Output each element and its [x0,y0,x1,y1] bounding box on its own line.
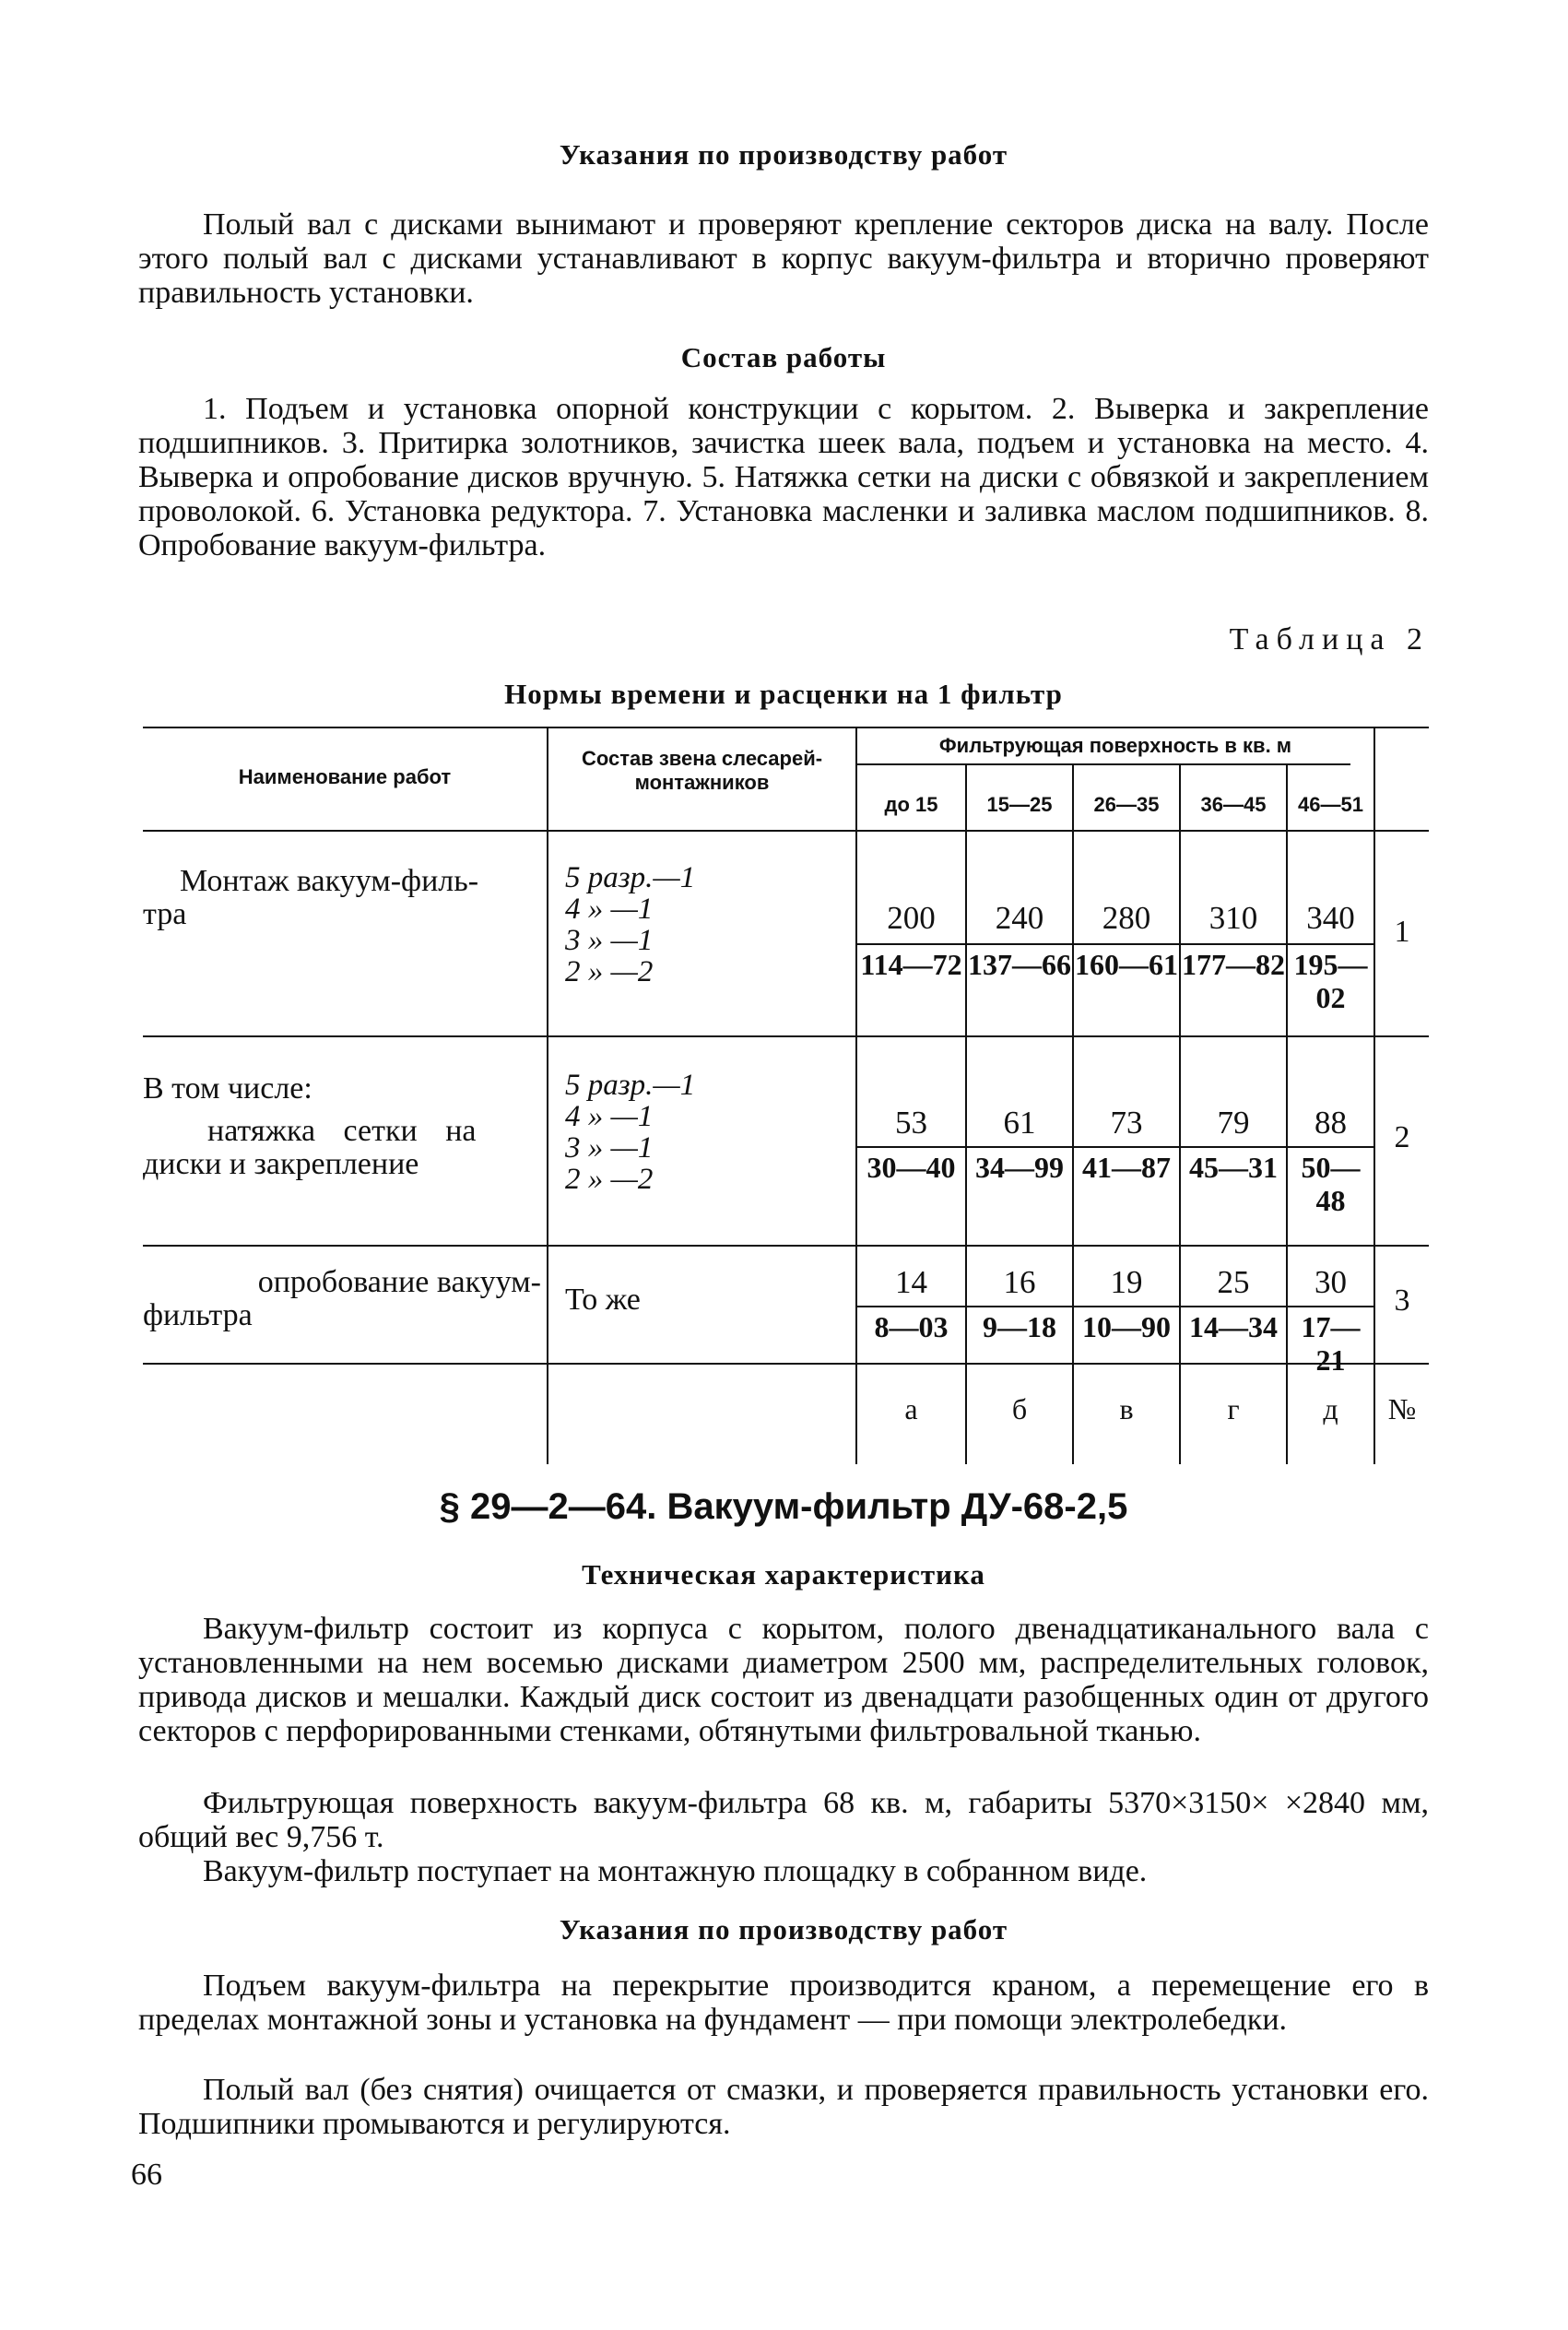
row2-norm-d: 79 [1217,1105,1250,1141]
crew-line: 3 » —1 [565,924,654,957]
crew-line: 5 разр.—1 [565,1069,696,1102]
crew-line: 5 разр.—1 [565,861,696,894]
row3-rate-d: 14—34 [1189,1310,1278,1343]
row3-norm-c: 19 [1110,1264,1143,1300]
range-d: 36—45 [1200,793,1267,816]
row2-fraction-rule [857,1146,1373,1148]
row3-work-line: опробование вакуум- [257,1265,541,1299]
works-heading: Указания по производству работ [559,1913,1008,1946]
row2-rate-b: 34—99 [975,1151,1064,1184]
row2-rate-c: 41—87 [1082,1151,1171,1184]
crew-line: 4 » —1 [565,1100,654,1133]
page-number: 66 [131,2158,162,2192]
crew-line: 3 » —1 [565,1131,654,1165]
row1-norm-e: 340 [1306,900,1355,936]
row2-crew [565,1070,842,1195]
row2-work-line: натяжка сетки на [207,1114,477,1148]
vrule-work [547,727,548,1464]
row3-norm-b: 16 [1003,1264,1036,1300]
row2-work [143,1072,539,1181]
row2-work-line: диски и закрепление [143,1147,419,1181]
row3-norm-a: 14 [895,1264,927,1300]
intro-heading: Указания по производству работ [559,138,1008,171]
tech-paragraph-1: Вакуум-фильтр состоит из корпуса с корытом, полого двенадцатиканального вала с установленными на нем восемью дисками диаметром 2500 мм, распределительных головок, привода дисков и мешалки. Каждый диск состоит из двенадцати разобщенных один от другого секторов с перфорированными стенками, обтянутыми фильтровальной тканью. [138,1612,1429,1748]
header-bottom-rule [143,830,1429,832]
intro-paragraph: Полый вал с дисками вынимают и проверяют крепление секторов диска на валу. После этого полый вал с дисками устанавливают в корпус вакуум-фильтра и вторично проверяют правильность установки. [138,207,1429,310]
row2-number: 2 [1394,1120,1410,1154]
row1-norm-a: 200 [887,900,936,936]
col-letter-b: б [1011,1392,1028,1425]
row1-rate-b: 137—66 [968,948,1071,981]
row2-bottom-rule [143,1245,1429,1247]
table-title: Нормы времени и расценки на 1 фильтр [504,678,1063,710]
row3-norm-e: 30 [1315,1264,1347,1300]
row1-work-line: Монтаж вакуум-филь- [180,864,479,898]
table-label: Таблица 2 [1229,622,1430,656]
row1-rate-d: 177—82 [1182,948,1285,981]
vrule-crew [855,727,857,1464]
range-a: до 15 [884,793,938,816]
row3-work [143,1266,541,1332]
row3-rate-a: 8—03 [874,1310,949,1343]
header-work: Наименование работ [238,765,452,788]
row2-rate-a: 30—40 [867,1151,956,1184]
crew-line: 2 » —2 [565,1163,654,1196]
row1-work-line: тра [143,897,187,931]
row1-fraction-rule [857,943,1373,945]
works-paragraph-1: Подъем вакуум-фильтра на перекрытие производится краном, а перемещение его в пределах монтажной зоны и установка на фундамент — при помощи электролебедки. [138,1969,1429,2037]
row3-rate-c: 10—90 [1082,1310,1171,1343]
row1-work [143,864,544,931]
row1-crew [565,862,842,988]
col-letter-a: а [904,1392,918,1425]
range-b: 15—25 [986,793,1053,816]
row2-norm-c: 73 [1110,1105,1143,1141]
composition-paragraph: 1. Подъем и установка опорной конструкции с корытом. 2. Выверка и закрепление подшипников. 3. Притирка золотников, зачистка шеек вала, подъем и установка на место. 4. Выверка и опробование дисков вручную. 5. Натяжка сетки на диски с обвязкой и закреплением проволокой. 6. Установка редуктора. 7. Установка масленки и заливка маслом подшипников. 8. Опробование вакуум-фильтра. [138,392,1429,562]
row3-norm-d: 25 [1217,1264,1250,1300]
composition-heading: Состав работы [680,341,887,373]
crew-line: 2 » —2 [565,955,654,988]
row2-norm-e: 88 [1315,1105,1347,1141]
crew-line: 4 » —1 [565,893,654,926]
row3-work-line: фильтра [143,1298,253,1332]
row1-norm-b: 240 [995,900,1044,936]
row1-norm-d: 310 [1208,900,1258,936]
col-letter-d: г [1227,1392,1240,1425]
surface-header-rule [857,763,1350,765]
row3-bottom-rule [143,1363,1429,1365]
row2-rate-e: 50—48 [1301,1151,1361,1217]
header-crew: Состав звена слесарей-монтажников [581,747,823,794]
col-number-label: № [1387,1392,1417,1425]
vrule-e [1373,727,1375,1464]
row2-norm-a: 53 [895,1105,927,1141]
row1-bottom-rule [143,1035,1429,1037]
row3-rate-e: 17—21 [1301,1310,1361,1377]
row1-rate-a: 114—72 [860,948,962,981]
tech-paragraph-3: Вакуум-фильтр поступает на монтажную площадку в собранном виде. [203,1854,1148,1888]
range-c: 26—35 [1093,793,1160,816]
row3-crew: То же [565,1283,641,1317]
row3-rate-b: 9—18 [983,1310,1056,1343]
row2-work-line: В том числе: [143,1071,312,1106]
tech-heading: Техническая характеристика [582,1558,985,1591]
header-surface: Фильтрующая поверхность в кв. м [938,734,1292,757]
col-letter-c: в [1119,1392,1134,1425]
table-top-rule [143,727,1429,728]
row3-number: 3 [1394,1283,1410,1318]
row1-rate-c: 160—61 [1075,948,1178,981]
section-title: § 29—2—64. Вакуум-фильтр ДУ-68-2,5 [439,1486,1128,1527]
norms-table [143,727,1429,1464]
col-letter-e: д [1323,1392,1338,1425]
tech-paragraph-2: Фильтрующая поверхность вакуум-фильтра 68 кв. м, габариты 5370×3150× ×2840 мм, общий вес 9,756 т. [138,1786,1429,1854]
row2-rate-d: 45—31 [1189,1151,1278,1184]
row1-norm-c: 280 [1102,900,1151,936]
row3-fraction-rule [857,1306,1373,1307]
works-paragraph-2: Полый вал (без снятия) очищается от смазки, и проверяется правильность установки его. Подшипники промываются и регулируются. [138,2073,1429,2141]
row2-norm-b: 61 [1003,1105,1036,1141]
row1-number: 1 [1394,915,1410,949]
row1-rate-e: 195—02 [1293,948,1368,1014]
range-e: 46—51 [1298,793,1363,816]
